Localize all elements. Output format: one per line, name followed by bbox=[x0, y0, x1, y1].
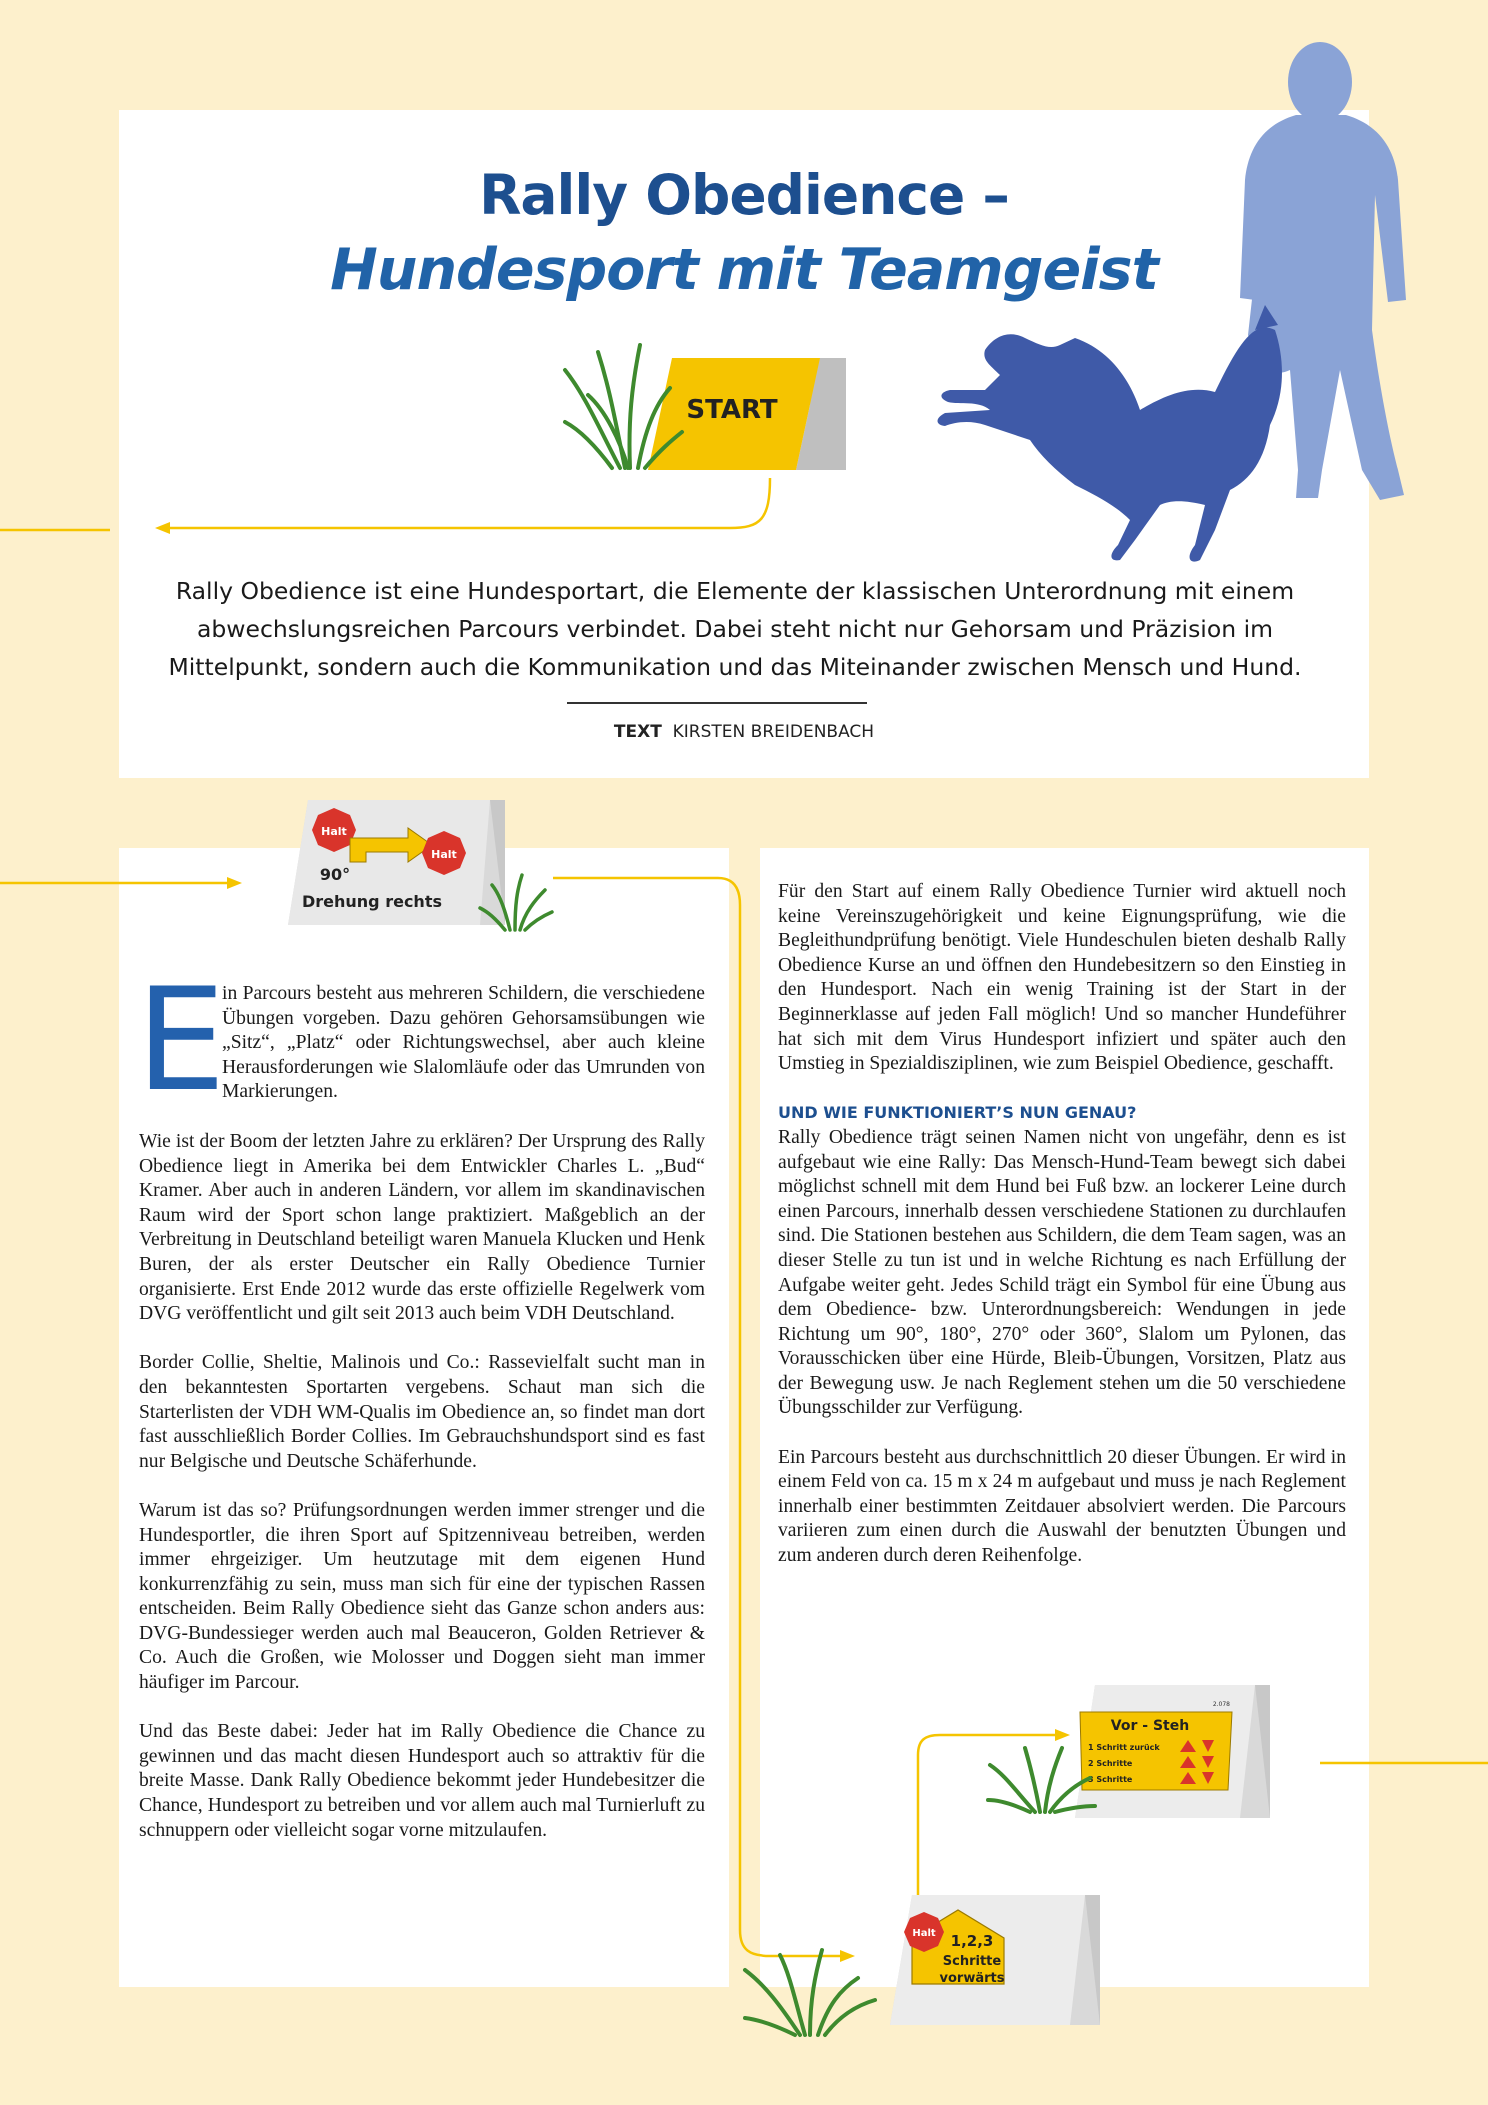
path-line-start bbox=[165, 478, 770, 528]
lead-paragraph: Rally Obedience ist eine Hundesportart, die Elemente der klassischen Unterordnung mit einem abwechslungsreichen Parcours verbindet. Dabei steht nicht nur Gehorsam und Präzision im Mittelpunkt, sondern auch die Kommunikation und das Miteinander zwischen Mensch und Hund. bbox=[168, 577, 1302, 681]
right-column-text bbox=[778, 880, 1346, 1593]
byline-label: TEXT bbox=[613, 722, 662, 742]
page-subtitle: Hundesport mit Teamgeist bbox=[330, 237, 1158, 303]
start-sign-label: START bbox=[686, 395, 778, 425]
svg-text:Halt: Halt bbox=[431, 848, 457, 861]
left-column-text bbox=[139, 1130, 705, 1868]
stand-sign bbox=[1075, 1685, 1270, 1818]
byline-author: KIRSTEN BREIDENBACH bbox=[672, 722, 875, 742]
intro-text: in Parcours besteht aus mehreren Schildern, die verschiedene Übungen vorgeben. Dazu gehören Gehorsamsübungen wie „Sitz“, „Platz“ oder Richtungswechsel, aber auch kleine Herausforderungen wie Slalomläufe oder das Umrunden von Markierungen. bbox=[222, 983, 705, 1103]
svg-text:1,2,3: 1,2,3 bbox=[950, 1932, 994, 1950]
arrow-head-right-icon-2 bbox=[1055, 1729, 1070, 1741]
drop-cap: E bbox=[136, 958, 226, 1123]
intro-paragraph bbox=[222, 982, 705, 1130]
svg-text:3 Schritte: 3 Schritte bbox=[1088, 1775, 1133, 1784]
paragraph: Und das Beste dabei: Jeder hat im Rally Obedience die Chance zu gewinnen und das macht diesen Hundesport auch so attraktiv für die breite Masse. Dank Rally Obedience bekommt jeder Hundebesitzer die Chance, Hundesport zu betreiben und vor allem auch mal Turnierluft zu schnuppern oder vielleicht sogar vorne mitzulaufen. bbox=[139, 1721, 705, 1841]
section-subhead: UND WIE FUNKTIONIERT’S NUN GENAU? bbox=[778, 1103, 1137, 1123]
start-sign bbox=[648, 358, 846, 470]
paragraph: Border Collie, Sheltie, Malinois und Co.: Rassevielfalt sucht man in den bekanntesten Sportarten vergebens. Schaut man sich die Starterlisten der VDH WM-Qualis im Obedience an, so findet man dort fast ausschließlich Border Collies. Im Gebrauchshundsport sind es fast nur Belgische und Deutsche Schäferhunde. bbox=[139, 1352, 705, 1472]
paragraph: Wie ist der Boom der letzten Jahre zu erklären? Der Ursprung des Rally Obedience liegt in Amerika bei dem Entwickler Charles L. „Bud“ Kramer. Aber auch in anderen Ländern, vor allem im skandinavischen Raum wird der Sport schon lange praktiziert. Maßgeblich an der Verbreitung in Deutschland beteiligt waren Manuela Klucken und Henk Buren, der als erster Deutscher ein Rally Obedience Turnier organisierte. Erst Ende 2012 wurde das erste offizielle Regelwerk vom DVG veröffentlicht und gilt seit 2013 auch beim VDH Deutschland. bbox=[139, 1131, 705, 1325]
page-title: Rally Obedience – bbox=[479, 163, 1009, 227]
steps-sign bbox=[890, 1895, 1100, 2025]
paragraph: Warum ist das so? Prüfungsordnungen werden immer strenger und die Hundesportler, die ihren Sport auf Spitzenniveau betreiben, werden immer ehrgeiziger. Um heutzutage mit dem eigenen Hund konkurrenzfähig zu sein, muss man sich für eine der typischen Rassen entscheiden. Beim Rally Obedience sieht das Ganze schon anders aus: DVG-Bundessieger werden auch mal Beauceron, Golden Retriever & Co. Auch die Großen, wie Molosser und Doggen sieht man immer häufiger im Parcour. bbox=[139, 1499, 705, 1694]
svg-text:2 Schritte: 2 Schritte bbox=[1088, 1759, 1133, 1768]
svg-text:Vor - Steh: Vor - Steh bbox=[1110, 1718, 1190, 1734]
svg-text:Halt: Halt bbox=[912, 1928, 936, 1939]
grass-icon-4 bbox=[745, 1950, 875, 2035]
arrow-head-right-icon-3 bbox=[840, 1950, 855, 1962]
byline-divider bbox=[567, 702, 867, 704]
svg-text:vorwärts: vorwärts bbox=[939, 1971, 1005, 1986]
paragraph: Rally Obedience trägt seinen Namen nicht von ungefähr, denn es ist aufgebaut wie eine Rally: Das Mensch-Hund-Team bewegt sich dabei möglichst schnell mit dem Hund bei Fuß bzw. an lockerer Leine durch einen Parcours, innerhalb dessen verschiedene Stationen zu durchlaufen sind. Die Stationen bestehen aus Schildern, die dem Team sagen, was an dieser Stelle zu tun ist und in welche Richtung es nach Erfüllung der Aufgabe weiter geht. Jedes Schild trägt ein Symbol für eine Übung aus dem Obedience- bzw. Unterordnungsbereich: Wendungen in jede Richtung um 90°, 180°, 270° oder 360°, Slalom um Pylonen, das Vorausschicken über eine Hürde, Bleib-Übungen, Vorsitzen, Platz aus der Bewegung usw. Je nach Reglement stehen um die 50 verschiedene Übungsschilder zur Verfügung. bbox=[778, 1126, 1346, 1419]
arrow-head-left-icon bbox=[155, 522, 170, 534]
svg-text:90°: 90° bbox=[319, 865, 351, 884]
svg-text:2.078: 2.078 bbox=[1212, 1701, 1230, 1708]
paragraph: Ein Parcours besteht aus durchschnittlich 20 dieser Übungen. Er wird in einem Feld von ca. 15 m x 24 m aufgebaut und muss je nach Reglement innerhalb einer bestimmten Zeitdauer absolviert werden. Die Parcours variieren zum einen durch die Auswahl der benutzten Übungen und zum anderen durch deren Reihenfolge. bbox=[778, 1446, 1346, 1567]
turn-sign bbox=[288, 800, 505, 925]
svg-text:Schritte: Schritte bbox=[942, 1954, 1002, 1969]
path-line-lower-right bbox=[918, 1735, 1060, 1905]
dog-silhouette-icon bbox=[938, 305, 1282, 562]
svg-text:Halt: Halt bbox=[321, 825, 347, 838]
byline bbox=[0, 722, 1488, 742]
arrow-head-right-icon bbox=[227, 877, 242, 889]
paragraph: Für den Start auf einem Rally Obedience Turnier wird aktuell noch keine Vereinszugehörigkeit und keine Eignungsprüfung, wie die Begleithundprüfung benötigt. Viele Hundeschulen bieten deshalb Rally Obedience Kurse an und öffnen den Hundebesitzern so den Einstieg in den Hundesport. Nach ein wenig Training ist der Start in der Beginnerklasse auf jeden Fall möglich! Und so mancher Hundeführer hat sich mit dem Virus Hundesport infiziert und später auch den Umstieg in Spezialdisziplinen, wie zum Beispiel Obedience, geschafft. bbox=[778, 881, 1346, 1075]
svg-text:1 Schritt zurück: 1 Schritt zurück bbox=[1088, 1743, 1160, 1752]
svg-text:Drehung rechts: Drehung rechts bbox=[301, 892, 443, 911]
